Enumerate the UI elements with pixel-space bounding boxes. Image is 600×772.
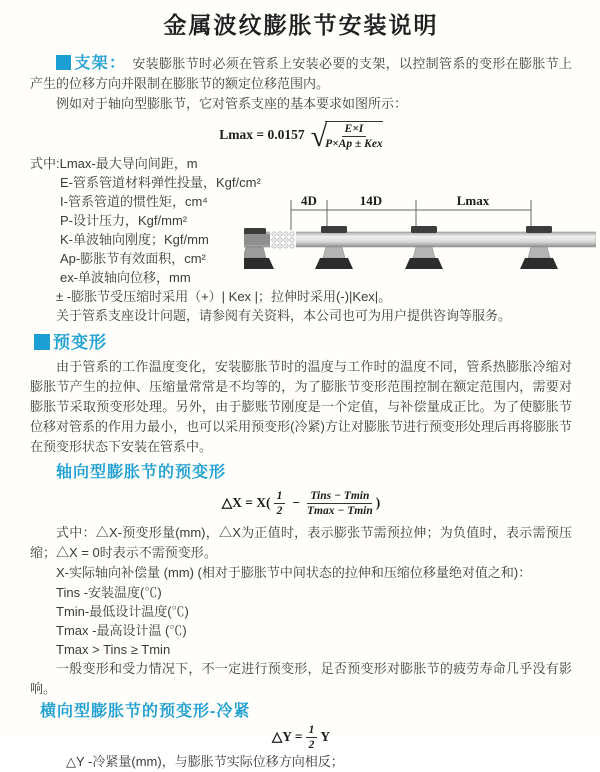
minus-operator: − <box>292 495 301 510</box>
plus-minus-definition-line: ± -膨胀节受压缩时采用（+）| Kex |；拉伸时采用(-)|Kex|。 <box>56 289 392 304</box>
dimension-label-4d: 4D <box>301 193 317 208</box>
preform-section-heading: 预变形 <box>53 333 107 352</box>
axial-x-definition: X-实际轴向补偿量 (mm) (相对于膨胀节中间状态的拉伸和压缩位移量绝对值之和)： <box>56 565 532 580</box>
temperature-definition-line: Tmax -最高设计温 (℃) <box>56 623 187 638</box>
definitions-block <box>30 154 572 287</box>
delta-y-formula <box>30 724 572 750</box>
temperature-fraction: $\frac{\text{Tins − Tmin}}{Tmax - Tmin}$ <box>307 489 373 517</box>
lateral-subsection-heading: 横向型膨胀节的预变形-冷紧 <box>40 703 251 720</box>
pipe-support-diagram-svg <box>244 190 596 282</box>
definition-line: 式中:Lmax-最大导向间距，m <box>30 156 198 171</box>
bellows-icon <box>270 230 296 249</box>
lmax-formula <box>30 118 572 152</box>
support-body-text: 安装膨胀节时必须在管系上安装必要的支架，以控制管系的变形在膨胀节上产生的位移方向并限制在膨胀节的额定位移范围内。 <box>30 56 572 91</box>
preform-section-heading-row <box>30 332 572 355</box>
dimension-label-14d: 14D <box>359 193 383 208</box>
temperature-definition-line: Tins -安装温度(℃) <box>56 585 162 600</box>
support-paragraph <box>30 54 572 94</box>
definition-line: ex-单波轴向位移，mm <box>60 270 191 285</box>
pipe-support-diagram <box>244 190 596 282</box>
preform-paragraph: 由于管系的工作温度变化，安装膨胀节时的温度与工作时的温度不同，管系热膨胀冷缩对膨胀节产生的拉伸、压缩量常常是不均等的，为了膨胀节变形范围控制在额定范围内，需要对膨胀节采取预变形处理。另外，由于膨账节刚度是一个定值，与补偿量成正比。为了使膨胀节位移对管系的作用力最小，也可以采用预变形(冷紧)方让对膨胀节进行预变形处理后再将膨胀节在预变形状态下安装在管系中。 <box>30 359 572 454</box>
axial-subsection-heading: 轴向型膨胀节的预变形 <box>56 464 227 481</box>
page-title: 金属波纹膨胀节安装说明 <box>163 12 439 38</box>
dimension-label-lmax: Lmax <box>456 193 490 208</box>
pipe <box>244 232 596 247</box>
definition-line: P-设计压力，Kgf/mm² <box>60 213 188 228</box>
lmax-formula-lhs: Lmax = 0.0157 <box>219 127 305 142</box>
definition-line: I-管系管道的惯性矩，cm⁴ <box>60 194 208 209</box>
lmax-formula-fraction <box>325 121 383 150</box>
delta-y-lhs: △Y = <box>271 729 303 744</box>
definition-line: Ap-膨胀节有效面积，cm² <box>60 251 206 266</box>
delta-x-rhs: ) <box>375 495 381 510</box>
lateral-note-line: △Y -冷紧量(mm)，与膨胀节实际位移方向相反； <box>66 754 344 769</box>
radical-sign-icon: √ <box>310 120 328 153</box>
half-fraction: $\frac{1}{2}$ <box>306 724 318 751</box>
definition-line: E-管系管道材料弹性投量，Kgf/cm² <box>60 175 261 190</box>
temperature-relation-line: Tmax > Tins ≥ Tmin <box>56 642 171 657</box>
consult-line: 关于管系支座设计问题，请参阅有关资料，本公司也可为用户提供咨询等服务。 <box>56 308 512 323</box>
lmax-formula-numerator: E×I <box>342 123 367 137</box>
delta-x-formula <box>30 486 572 520</box>
anchor-support-icon <box>244 228 274 269</box>
delta-y-rhs: Y <box>320 729 331 744</box>
lmax-formula-denominator: P×Ap ± Kex <box>325 137 383 150</box>
half-fraction: $\frac{1}{2}$ <box>274 490 286 517</box>
support-example-line: 例如对于轴向型膨胀节，它对管系支座的基本要求如图所示： <box>56 96 408 111</box>
axial-note-line: 一般变形和受力情况下，不一定进行预变形，足否预变形对膨胀节的疲劳寿命几乎没有影响。 <box>30 661 572 696</box>
section-square-icon <box>56 55 71 70</box>
section-square-icon <box>34 334 50 350</box>
temperature-definition-line: Tmin-最低设计温度(℃) <box>56 604 189 619</box>
axial-explanation-paragraph: 式中：△X-预变形量(mm)，△X为正值时，表示膨张节需预拉伸；为负值时，表示需预压缩；△X = 0时表示不需预变形。 <box>30 525 572 560</box>
delta-x-lhs: △X = X( <box>221 495 271 510</box>
support-section-heading: 支架： <box>74 55 127 72</box>
definition-line: K-单波轴向刚度；Kgf/mm <box>60 232 209 247</box>
